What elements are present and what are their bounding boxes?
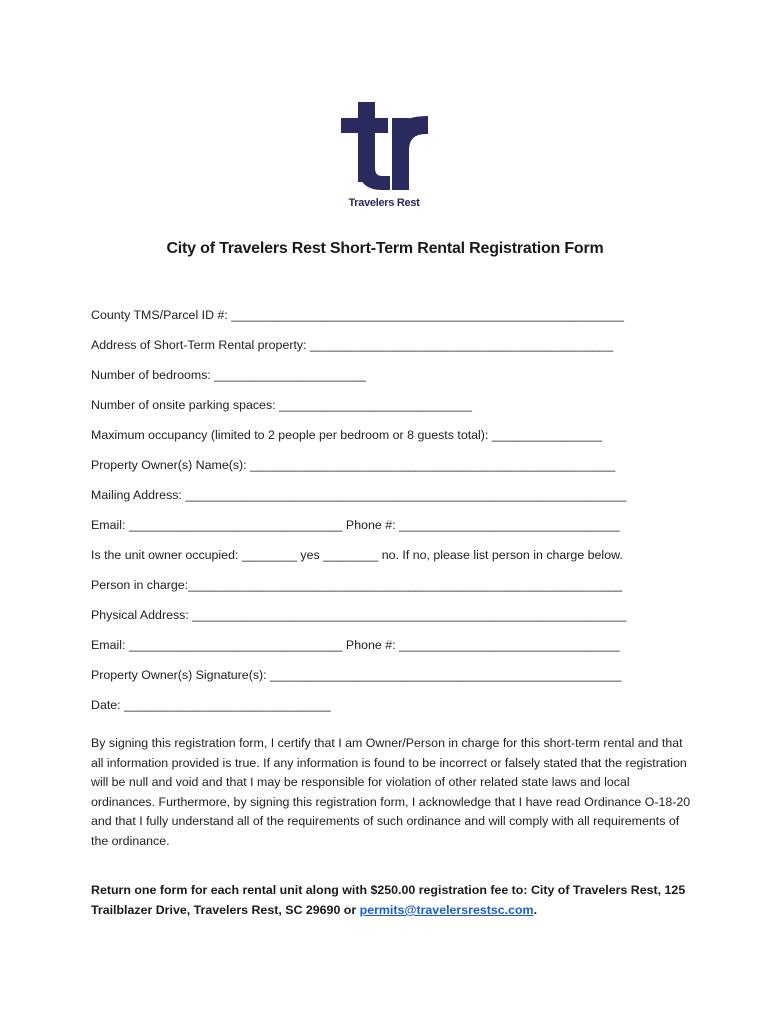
field-date[interactable]: Date: ______________________________ xyxy=(91,698,331,712)
travelers-rest-logo xyxy=(336,98,436,210)
field-owner-occupied[interactable]: Is the unit owner occupied: ________ yes ________ no. If no, please list person in charge below. xyxy=(91,548,623,562)
field-email-phone-contact[interactable]: Email: _______________________________ Phone #: ________________________________ xyxy=(91,638,620,652)
return-instructions xyxy=(91,880,691,920)
permits-email-link[interactable]: permits@travelersrestsc.com xyxy=(359,903,534,917)
field-owner-names[interactable]: Property Owner(s) Name(s): _____________________________________________________ xyxy=(91,458,616,472)
field-owner-signature[interactable]: Property Owner(s) Signature(s): ___________________________________________________ xyxy=(91,668,622,682)
field-parking-spaces[interactable]: Number of onsite parking spaces: ____________________________ xyxy=(91,398,472,412)
field-max-occupancy[interactable]: Maximum occupancy (limited to 2 people per bedroom or 8 guests total): ________________ xyxy=(91,428,603,442)
certification-paragraph: By signing this registration form, I certify that I am Owner/Person in charge for this short-term rental and that all information provided is true. If any information is found to be incorrect or falsely stated that the registration will be null and void and that I may be responsible for violation of other related state laws and local ordinances. Furthermore, by signing this registration form, I acknowledge that I have read Ordinance O-18-20 and that I fully understand all of the requirements of such ordinance and will comply with all requirements of the ordinance. xyxy=(91,736,691,848)
return-instructions-text: Return one form for each rental unit along with $250.00 registration fee to: City of Travelers Rest, 125 Trailblazer Drive, Travelers Rest, SC 29690 or xyxy=(91,883,686,917)
logo-name: Travelers Rest xyxy=(348,197,420,209)
field-person-in-charge[interactable]: Person in charge:_______________________________________________________________ xyxy=(91,578,623,592)
return-instructions-end: . xyxy=(533,903,538,917)
tr-logo-mark xyxy=(336,98,436,210)
field-property-address[interactable]: Address of Short-Term Rental property: ____________________________________________ xyxy=(91,338,614,352)
field-mailing-address[interactable]: Mailing Address: ________________________________________________________________ xyxy=(91,488,627,502)
field-parcel-id[interactable]: County TMS/Parcel ID #: _________________________________________________________ xyxy=(91,308,625,322)
field-email-phone-owner[interactable]: Email: _______________________________ Phone #: ________________________________ xyxy=(91,518,620,532)
field-physical-address[interactable]: Physical Address: _______________________________________________________________ xyxy=(91,608,627,622)
field-bedrooms[interactable]: Number of bedrooms: ______________________ xyxy=(91,368,366,382)
page-title: City of Travelers Rest Short-Term Rental Registration Form xyxy=(166,240,604,257)
